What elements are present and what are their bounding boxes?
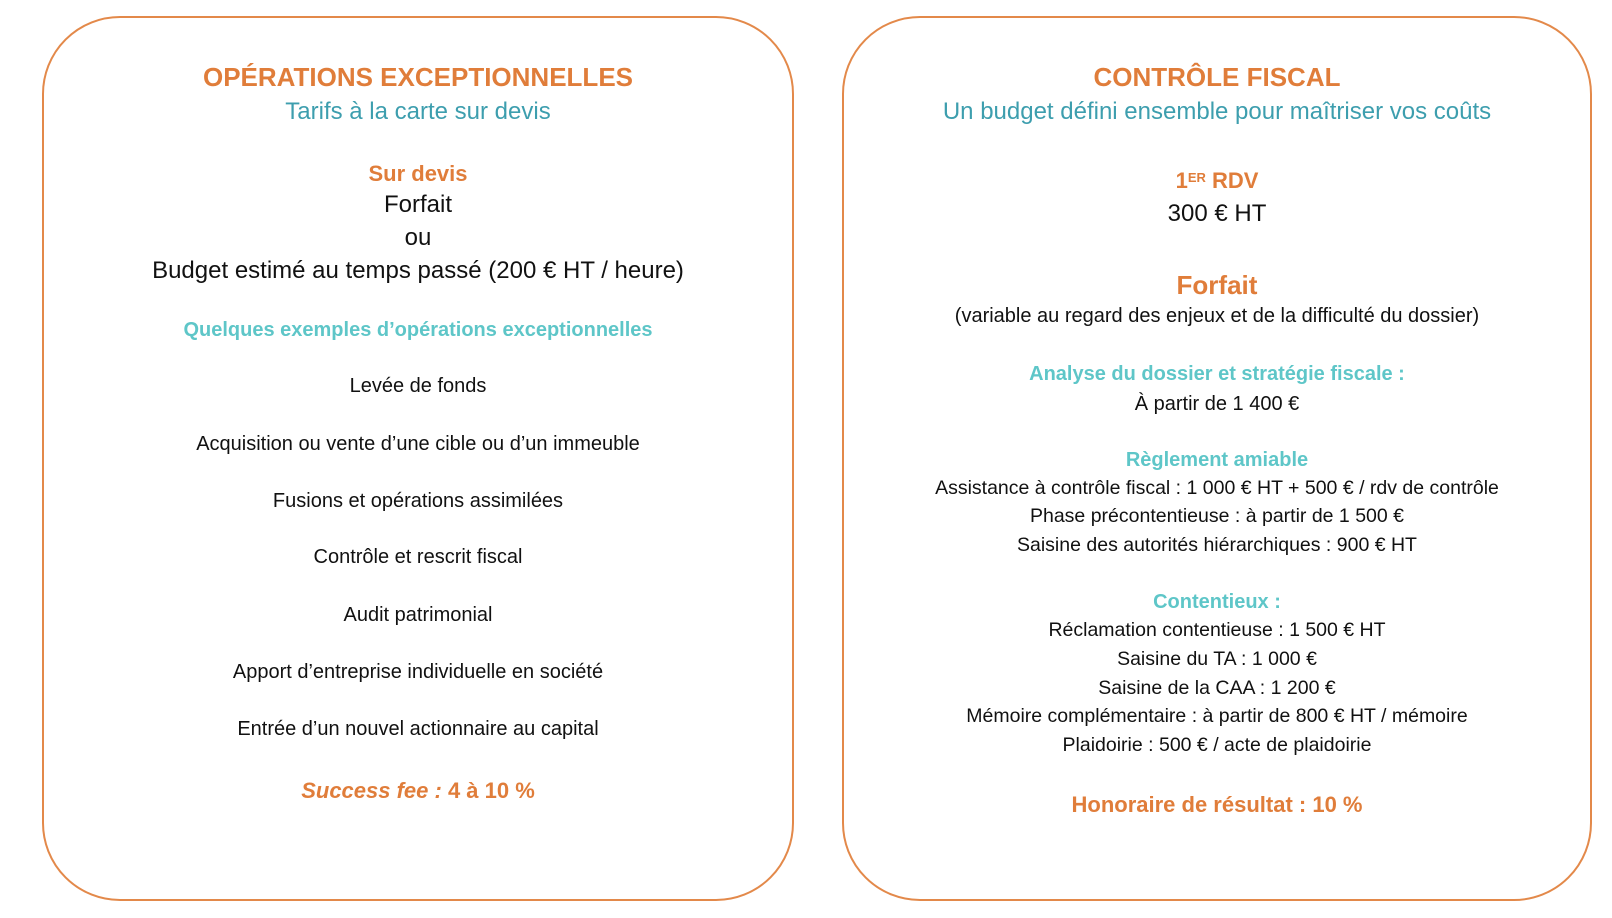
success-fee-label: Success fee :: [301, 778, 442, 803]
litigation-item: Saisine de la CAA : 1 200 €: [1098, 677, 1336, 699]
right-card-subtitle: Un budget défini ensemble pour maîtriser vos coûts: [942, 98, 1492, 125]
or-label: ou: [404, 224, 432, 251]
flat-fee-heading: Forfait: [1176, 270, 1258, 300]
example-item: Apport d’entreprise individuelle en société: [232, 661, 604, 683]
time-budget-label: Budget estimé au temps passé (200 € HT / heure): [152, 257, 684, 284]
examples-heading: Quelques exemples d’opérations exceptionnelles: [183, 319, 653, 341]
example-item: Contrôle et rescrit fiscal: [313, 546, 523, 568]
example-item: Entrée d’un nouvel actionnaire au capital: [237, 718, 599, 740]
first-meeting-price: 300 € HT: [1167, 200, 1267, 227]
flat-fee-note: (variable au regard des enjeux et de la difficulté du dossier): [954, 305, 1480, 327]
first-meeting-number: 1: [1175, 168, 1188, 193]
left-card-subtitle: Tarifs à la carte sur devis: [285, 98, 551, 125]
example-item: Audit patrimonial: [343, 604, 493, 626]
settlement-heading: Règlement amiable: [1125, 449, 1309, 471]
success-fee-value: 4 à 10 %: [441, 778, 535, 803]
analysis-heading: Analyse du dossier et stratégie fiscale :: [1029, 363, 1405, 385]
example-item: Acquisition ou vente d’une cible ou d’un immeuble: [196, 433, 640, 455]
litigation-heading: Contentieux :: [1153, 591, 1281, 613]
flat-fee-label: Forfait: [383, 191, 452, 218]
example-item: Levée de fonds: [349, 375, 487, 397]
first-meeting-label: RDV: [1205, 168, 1259, 193]
analysis-price: À partir de 1 400 €: [1134, 393, 1300, 415]
settlement-item: Saisine des autorités hiérarchiques : 900 € HT: [1017, 534, 1417, 556]
settlement-item: Phase précontentieuse : à partir de 1 500 €: [1029, 505, 1404, 527]
first-meeting-heading: [844, 170, 1590, 192]
litigation-item: Plaidoirie : 500 € / acte de plaidoirie: [1062, 734, 1372, 756]
operations-exceptionnelles-card: [42, 16, 794, 901]
litigation-item: Réclamation contentieuse : 1 500 € HT: [1048, 619, 1386, 641]
litigation-item: Saisine du TA : 1 000 €: [1117, 648, 1317, 670]
first-meeting-superscript: ER: [1187, 170, 1206, 185]
right-card-title: CONTRÔLE FISCAL: [1093, 62, 1341, 92]
example-item: Fusions et opérations assimilées: [272, 490, 564, 512]
litigation-item: Mémoire complémentaire : à partir de 800 € HT / mémoire: [966, 705, 1468, 727]
left-card-title: OPÉRATIONS EXCEPTIONNELLES: [202, 62, 633, 92]
quote-heading: Sur devis: [368, 161, 468, 186]
success-fee: [44, 780, 792, 802]
result-fee: Honoraire de résultat : 10 %: [1071, 792, 1363, 817]
settlement-item: Assistance à contrôle fiscal : 1 000 € HT + 500 € / rdv de contrôle: [935, 477, 1499, 499]
controle-fiscal-card: [842, 16, 1592, 901]
